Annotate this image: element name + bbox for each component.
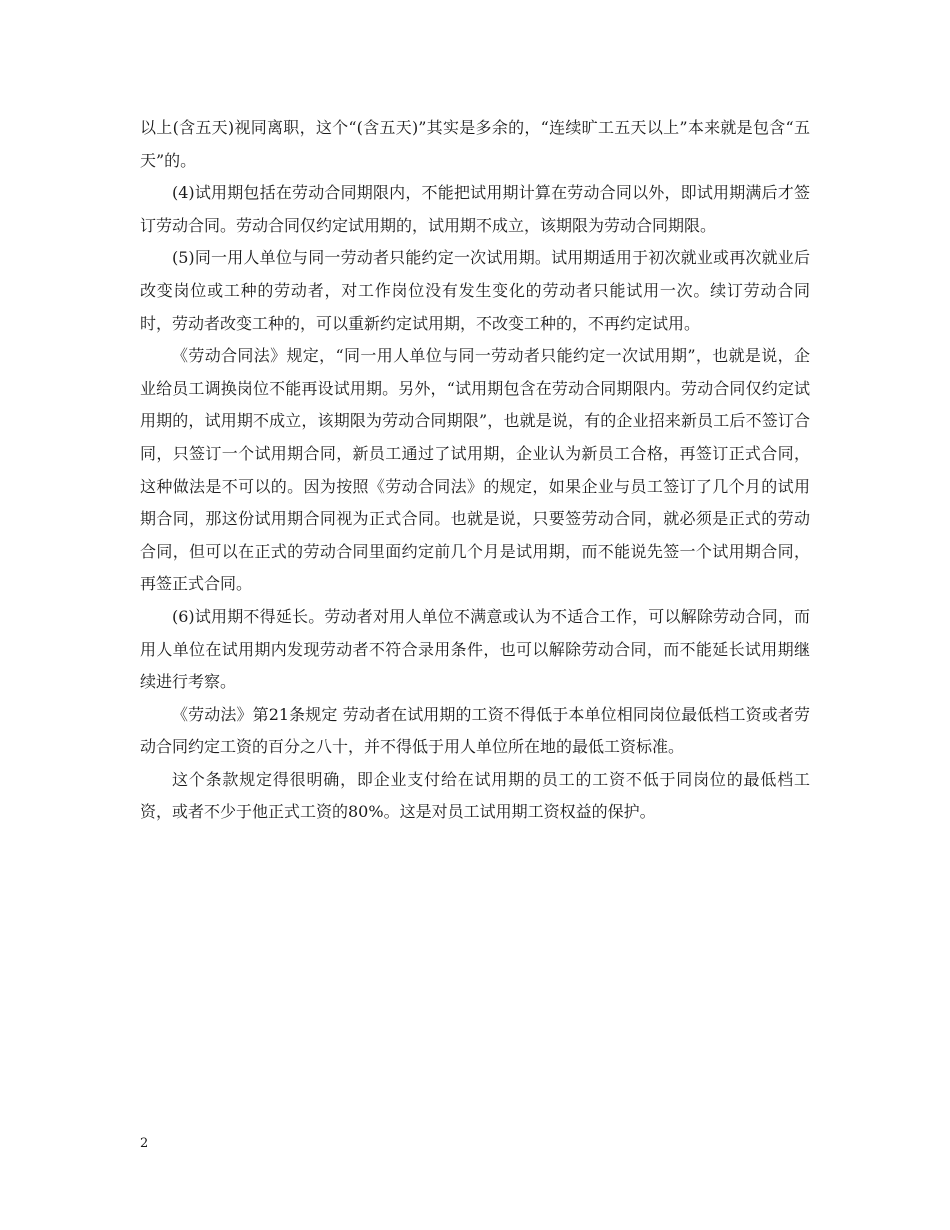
- paragraph-wage-protection: 这个条款规定得很明确，即企业支付给在试用期的员工的工资不低于同岗位的最低档工资，或者不少于他正式工资的80%。这是对员工试用期工资权益的保护。: [140, 769, 810, 822]
- document-body: [140, 112, 810, 829]
- paragraph-item-4: (4)试用期包括在劳动合同期限内，不能把试用期计算在劳动合同以外，即试用期满后才签订劳动合同。劳动合同仅约定试用期的，试用期不成立，该期限为劳动合同期限。: [140, 183, 810, 235]
- page-number: 2: [140, 1136, 149, 1151]
- paragraph-labor-law-article-21: 《劳动法》第21条规定 劳动者在试用期的工资不得低于本单位相同岗位最低档工资或者劳动合同约定工资的百分之八十，并不得低于用人单位所在地的最低工资标准。: [140, 704, 810, 757]
- paragraph-continuation: 以上(含五天)视同离职，这个“(含五天)”其实是多余的，“连续旷工五天以上”本来就是包含“五天”的。: [140, 118, 810, 170]
- paragraph-item-5: (5)同一用人单位与同一劳动者只能约定一次试用期。试用期适用于初次就业或再次就业后改变岗位或工种的劳动者，对工作岗位没有发生变化的劳动者只能试用一次。续订劳动合同时，劳动者改变工种的，可以重新约定试用期，不改变工种的，不再约定试用。: [140, 248, 810, 333]
- paragraph-item-6: (6)试用期不得延长。劳动者对用人单位不满意或认为不适合工作，可以解除劳动合同，而用人单位在试用期内发现劳动者不符合录用条件，也可以解除劳动合同，而不能延长试用期继续进行考察。: [140, 606, 810, 692]
- paragraph-labor-contract-law: 《劳动合同法》规定，“同一用人单位与同一劳动者只能约定一次试用期”，也就是说，企业给员工调换岗位不能再设试用期。另外，“试用期包含在劳动合同期限内。劳动合同仅约定试用期的，试用期不成立，该期限为劳动合同期限”，也就是说，有的企业招来新员工后不签订合同，只签订一个试用期合同，新员工通过了试用期，企业认为新员工合格，再签订正式合同，这种做法是不可以的。因为按照《劳动合同法》的规定，如果企业与员工签订了几个月的试用期合同，那这份试用期合同视为正式合同。也就是说，只要签劳动合同，就必须是正式的劳动合同，但可以在正式的劳动合同里面约定前几个月是试用期，而不能说先签一个试用期合同，再签正式合同。: [140, 346, 810, 594]
